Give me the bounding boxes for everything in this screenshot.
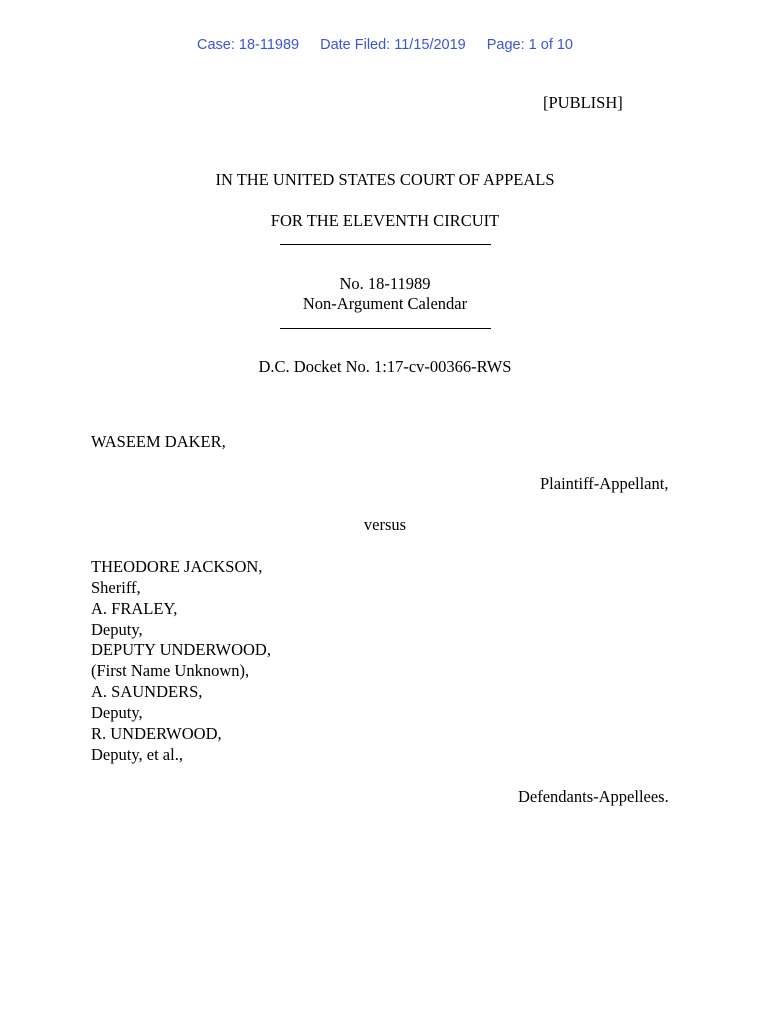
defendant-line: R. UNDERWOOD, — [91, 724, 222, 743]
divider-bottom — [280, 328, 491, 329]
circuit-name: FOR THE ELEVENTH CIRCUIT — [270, 211, 500, 230]
case-number: No. 18-11989 — [339, 274, 431, 293]
filing-stamp — [0, 37, 770, 53]
publish-tag: [PUBLISH] — [543, 93, 623, 112]
plaintiff-name: WASEEM DAKER, — [91, 432, 226, 451]
defendant-line: Deputy, et al., — [91, 745, 183, 764]
court-name: IN THE UNITED STATES COURT OF APPEALS — [215, 170, 555, 189]
defendant-line: A. FRALEY, — [91, 599, 178, 618]
case-number-stamp: Case: 18-11989 — [196, 37, 300, 53]
page-count-stamp: Page: 1 of 10 — [486, 37, 573, 53]
defendant-line: A. SAUNDERS, — [91, 682, 203, 701]
defendant-line: (First Name Unknown), — [91, 661, 250, 680]
date-filed-stamp: Date Filed: 11/15/2019 — [320, 37, 466, 53]
defendant-line: THEODORE JACKSON, — [91, 557, 263, 576]
docket-number: D.C. Docket No. 1:17-cv-00366-RWS — [258, 357, 512, 376]
defendant-line: DEPUTY UNDERWOOD, — [91, 640, 271, 659]
calendar-type: Non-Argument Calendar — [302, 294, 468, 313]
defendant-line: Deputy, — [91, 620, 143, 639]
defendants-role: Defendants-Appellees. — [518, 787, 669, 806]
defendant-line: Deputy, — [91, 703, 143, 722]
versus-label: versus — [363, 515, 407, 534]
plaintiff-role: Plaintiff-Appellant, — [540, 474, 669, 493]
defendant-line: Sheriff, — [91, 578, 141, 597]
divider-top — [280, 244, 491, 245]
